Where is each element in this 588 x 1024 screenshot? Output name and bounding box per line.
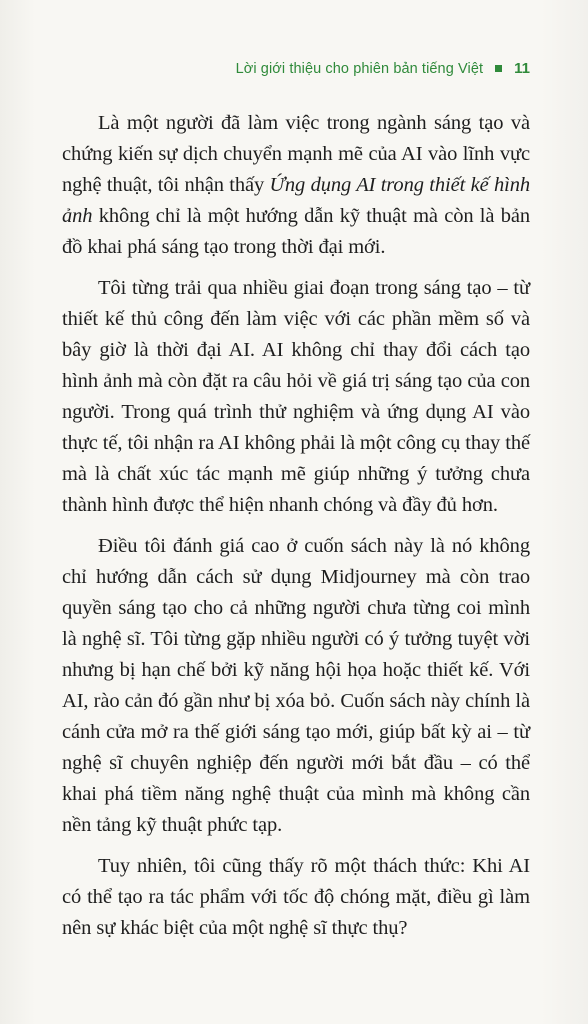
paragraph-1-text-before: Là một người đã làm việc trong ngành sáng tạo và chứng kiến sự dịch chuyển mạnh mẽ của AI vào lĩnh vực nghệ thuật, tôi nhận thấy [62,112,530,196]
book-title-italic: Ứng dụng AI trong thiết kế hình ảnh [62,174,530,227]
paragraph-4: Tuy nhiên, tôi cũng thấy rõ một thách thức: Khi AI có thể tạo ra tác phẩm với tốc độ chóng mặt, điều gì làm nên sự khác biệt của một nghệ sĩ thực thụ? [62,855,530,939]
page-number: 11 [514,60,530,77]
paragraph-3: Điều tôi đánh giá cao ở cuốn sách này là nó không chỉ hướng dẫn cách sử dụng Midjourney mà còn trao quyền sáng tạo cho cả những người chưa từng coi mình là nghệ sĩ. Tôi từng gặp nhiều người có ý tưởng tuyệt vời nhưng bị hạn chế bởi kỹ năng hội họa hoặc thiết kế. Với AI, rào cản đó gần như bị xóa bỏ. Cuốn sách này chính là cánh cửa mở ra thế giới sáng tạo mới, giúp bất kỳ ai – từ nghệ sĩ chuyên nghiệp đến người mới bắt đầu – có thể khai phá tiềm năng nghệ thuật của mình mà không cần nền tảng kỹ thuật phức tạp. [62,535,530,836]
running-title: Lời giới thiệu cho phiên bản tiếng Việt [235,60,484,77]
body-text [62,108,530,954]
square-bullet-icon [495,65,502,72]
paragraph-2: Tôi từng trải qua nhiều giai đoạn trong sáng tạo – từ thiết kế thủ công đến làm việc với các phần mềm số và bây giờ là thời đại AI. AI không chỉ thay đổi cách tạo hình ảnh mà còn đặt ra câu hỏi về giá trị sáng tạo của con người. Trong quá trình thử nghiệm và ứng dụng AI vào thực tế, tôi nhận ra AI không phải là một công cụ thay thế mà là chất xúc tác mạnh mẽ giúp những ý tưởng chưa thành hình được thể hiện nhanh chóng và đầy đủ hơn. [62,277,530,516]
paragraph-1 [62,108,530,263]
paragraph-1-text-after: không chỉ là một hướng dẫn kỹ thuật mà còn là bản đồ khai phá sáng tạo trong thời đại mới. [62,205,530,258]
running-header [236,60,530,77]
